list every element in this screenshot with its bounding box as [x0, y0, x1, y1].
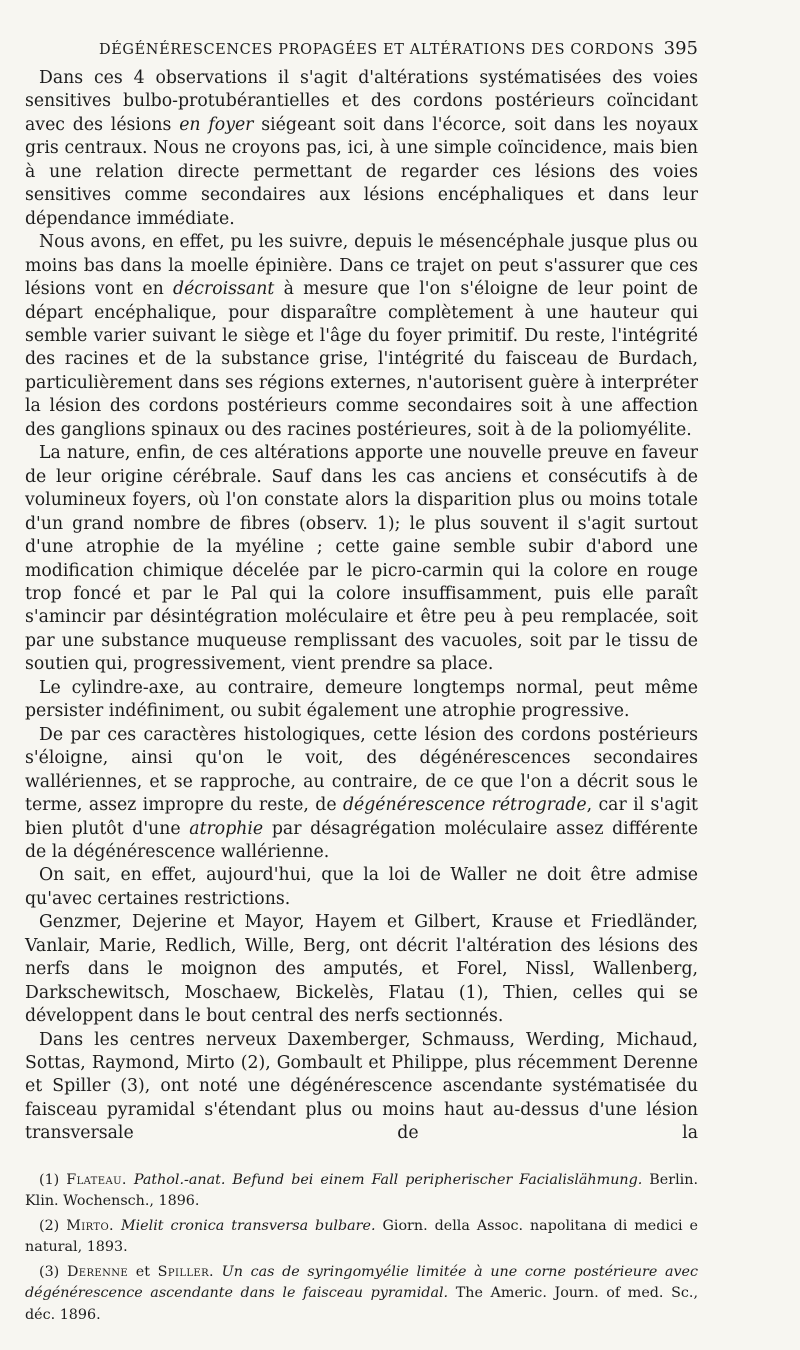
- running-header: [25, 38, 698, 59]
- paragraph: Nous avons, en effet, pu les suivre, depuis le mésencéphale jusque plus ou moins bas dans la moelle épinière. Dans ce trajet on peut s'assurer que ces lésions vont en décroissant à mesure que l'on s'éloigne de leur point de départ encéphalique, pour disparaître complètement à une hauteur qui semble varier suivant le siège et l'âge du foyer primitif. Du reste, l'intégrité des racines et de la substance grise, l'intégrité du faisceau de Burdach, particulièrement dans ses régions externes, n'autorisent guère à interpréter la lésion des cordons postérieurs comme secondaires soit à une affection des ganglions spinaux ou des racines postérieures, soit à de la poliomyélite.: [25, 232, 698, 440]
- body-text: [25, 67, 698, 1146]
- paragraph: Genzmer, Dejerine et Mayor, Hayem et Gilbert, Krause et Friedländer, Vanlair, Marie, Redlich, Wille, Berg, ont décrit l'altération des lésions des nerfs dans le moignon des amputés, et Forel, Nissl, Wallenberg, Darkschewitsch, Moschaew, Bickelès, Flatau (1), Thien, celles qui se développent dans le bout central des nerfs sectionnés.: [25, 912, 698, 1027]
- paragraph: Dans les centres nerveux Daxemberger, Schmauss, Werding, Michaud, Sottas, Raymond, Mirto (2), Gombault et Philippe, plus récemment Derenne et Spiller (3), ont noté une dégénérescence ascendante systématisée du faisceau pyramidal s'étendant plus ou moins haut au-dessus d'une lésion transversale de la: [25, 1029, 698, 1144]
- paragraph: De par ces caractères histologiques, cette lésion des cordons postérieurs s'éloigne, ainsi qu'on le voit, des dégénérescences secondaires wallériennes, et se rapproche, au contraire, de ce que l'on a décrit sous le terme, assez impropre du reste, de dégénérescence rétrograde, car il s'agit bien plutôt d'une atrophie par désagrégation moléculaire assez différente de la dégénérescence wallérienne.: [25, 724, 698, 862]
- page: [25, 38, 698, 1329]
- paragraph: On sait, en effet, aujourd'hui, que la loi de Waller ne doit être admise qu'avec certaines restrictions.: [25, 865, 698, 909]
- running-title: DÉGÉNÉRESCENCES PROPAGÉES ET ALTÉRATIONS DES CORDONS: [99, 42, 655, 58]
- footnotes: [25, 1170, 698, 1327]
- footnote: (2) Mirto. Mielit cronica transversa bulbare. Giorn. della Assoc. napolitana di medici e natural, 1893.: [25, 1217, 698, 1256]
- paragraph: Dans ces 4 observations il s'agit d'altérations systématisées des voies sensitives bulbo-protubérantielles et des cordons postérieurs coïncidant avec des lésions en foyer siégeant soit dans l'écorce, soit dans les noyaux gris centraux. Nous ne croyons pas, ici, à une simple coïncidence, mais bien à une relation directe permettant de regarder ces lésions des voies sensitives comme secondaires aux lésions encéphaliques et dans leur dépendance immédiate.: [25, 68, 698, 229]
- footnote: (3) Derenne et Spiller. Un cas de syringomyélie limitée à une corne postérieure avec dégénérescence ascendante dans le faisceau pyramidal. The Americ. Journ. of med. Sc., déc. 1896.: [25, 1263, 699, 1323]
- paragraph: Le cylindre-axe, au contraire, demeure longtemps normal, peut même persister indéfiniment, ou subit également une atrophie progressive.: [25, 677, 698, 722]
- paragraph: La nature, enfin, de ces altérations apporte une nouvelle preuve en faveur de leur origine cérébrale. Sauf dans les cas anciens et consécutifs à de volumineux foyers, où l'on constate alors la disparition plus ou moins totale d'un grand nombre de fibres (observ. 1); le plus souvent il s'agit surtout d'une atrophie de la myéline ; cette gaine semble subir d'abord une modification chimique décelée par le picro-carmin qui la colore en rouge trop foncé et par le Pal qui la colore insuffisamment, puis elle paraît s'amincir par désintégration moléculaire et être peu à peu remplacée, soit par une substance muqueuse remplissant des vacuoles, soit par le tissu de soutien qui, progressivement, vient prendre sa place.: [25, 443, 698, 675]
- page-number: 395: [663, 38, 698, 59]
- footnote: (1) Flateau. Pathol.-anat. Befund bei einem Fall peripherischer Facialislähmung. Berlin. Klin. Wochensch., 1896.: [25, 1171, 698, 1210]
